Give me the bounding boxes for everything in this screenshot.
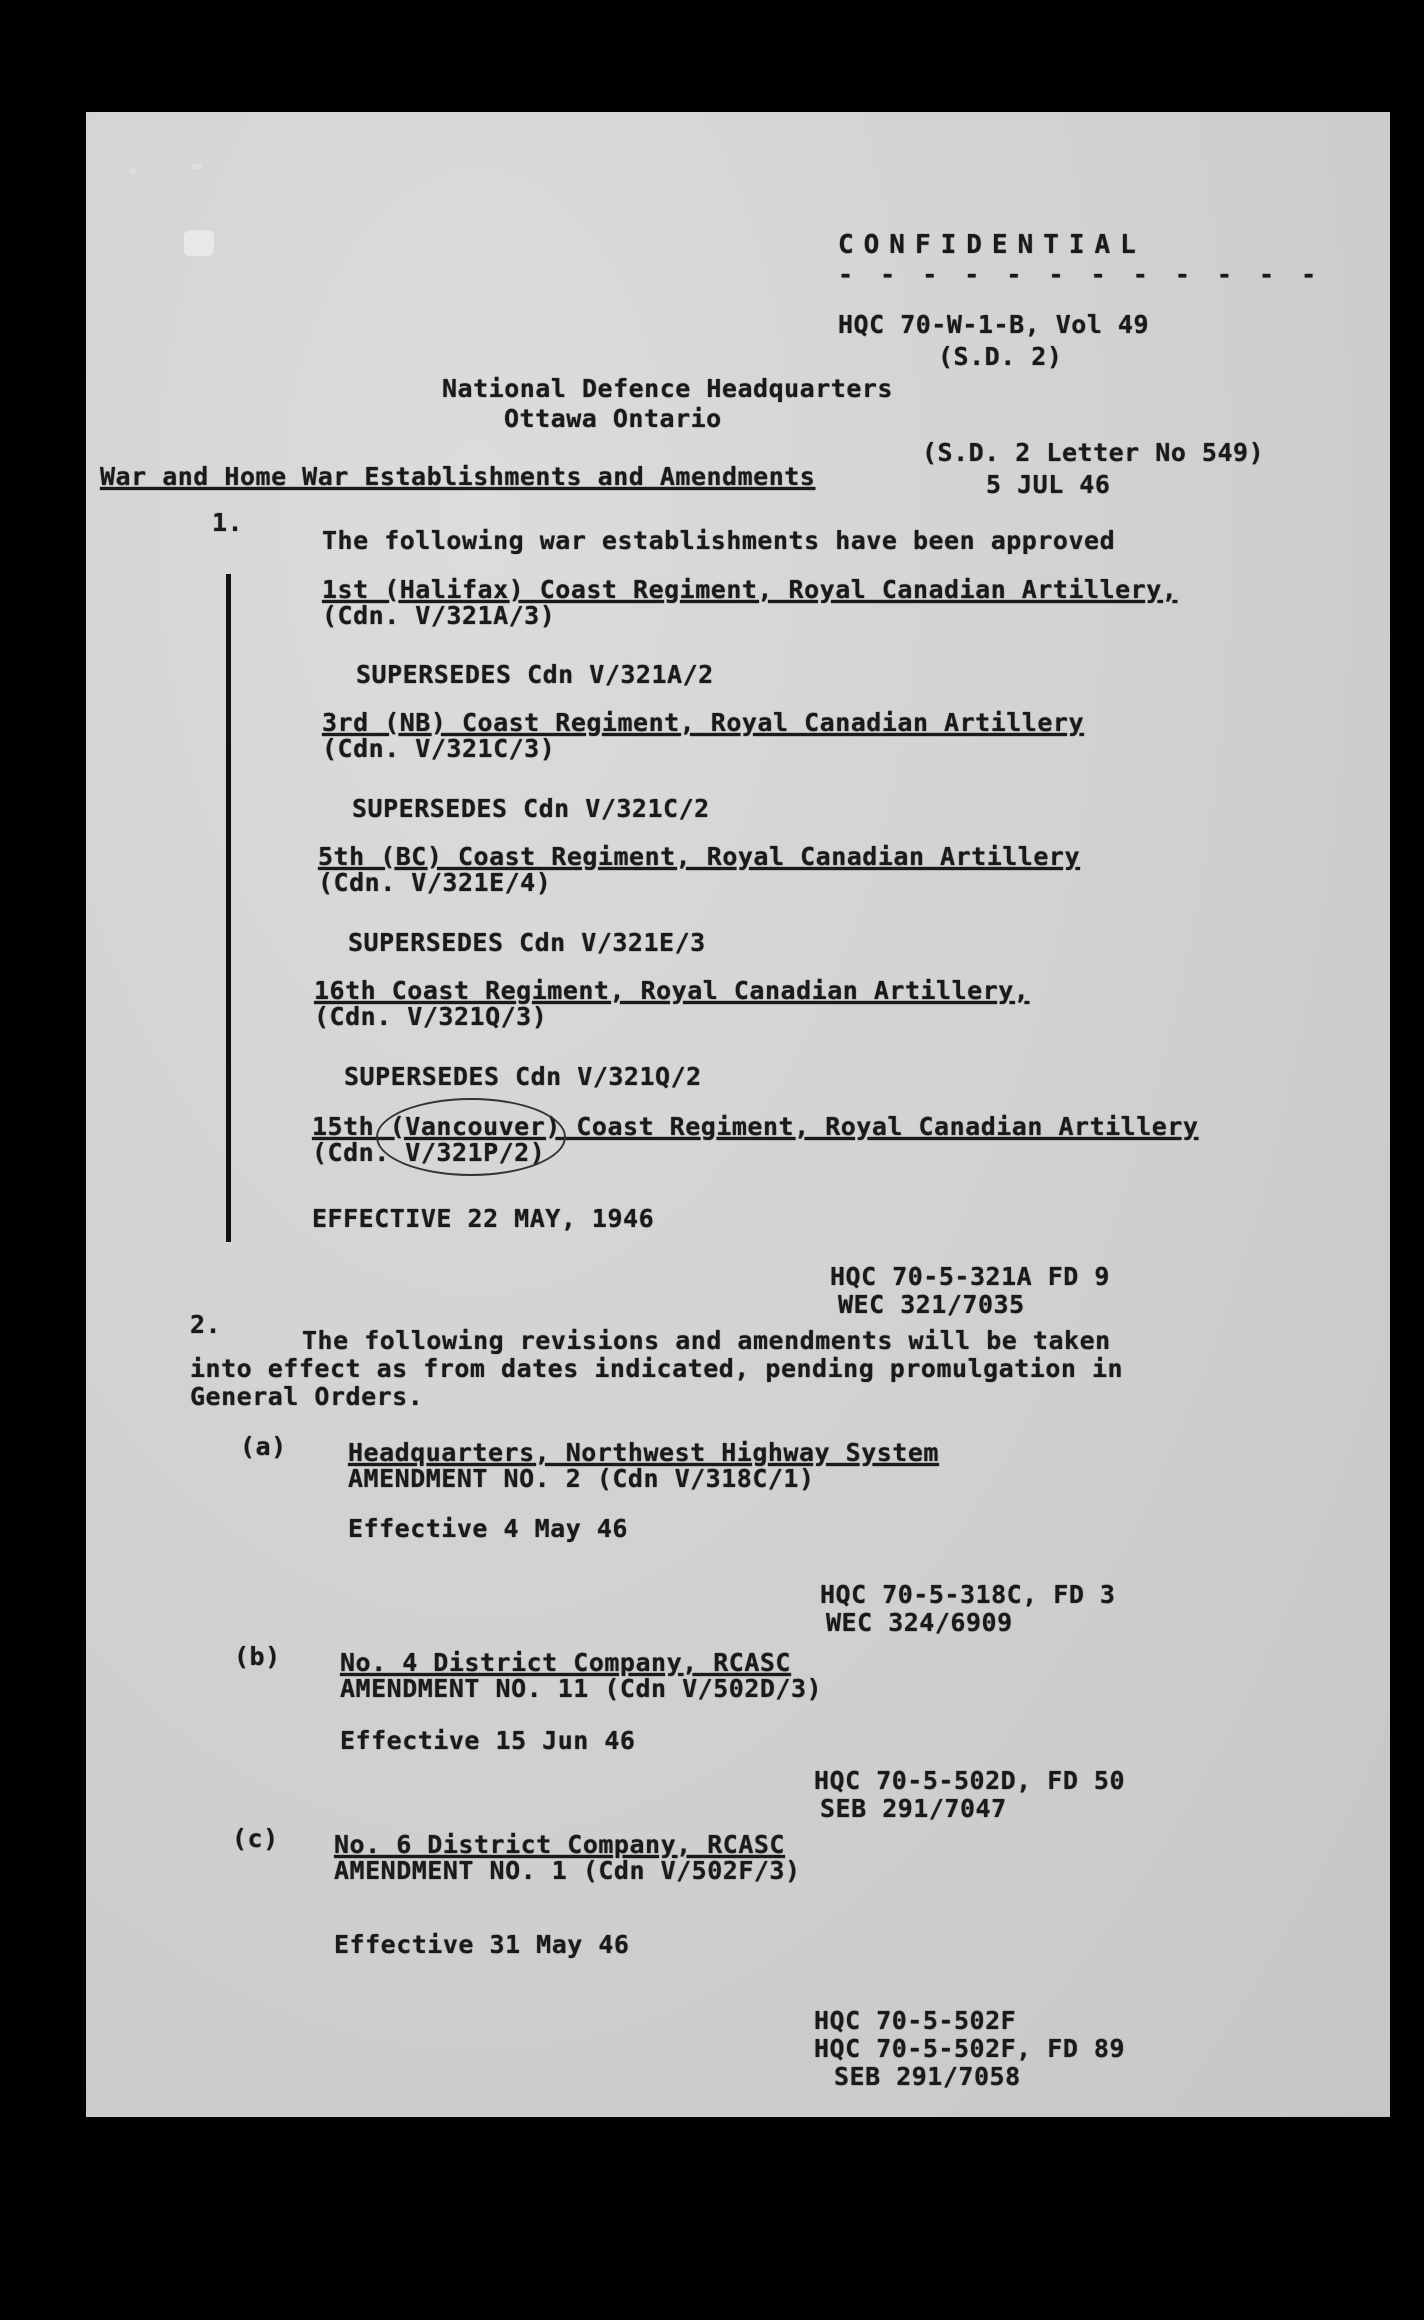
hq-file-reference: HQC 70-5-502F [814, 2006, 1017, 2035]
amendment-number: AMENDMENT NO. 2 (Cdn V/318C/1) [348, 1464, 815, 1493]
para2-intro: General Orders. [190, 1382, 424, 1411]
amendment-unit-title: No. 6 District Company, RCASC [334, 1830, 785, 1859]
establishment-ref: (Cdn. V/321C/3) [322, 734, 556, 763]
subject-heading: War and Home War Establishments and Amendments [100, 462, 816, 491]
letter-reference: (S.D. 2 Letter No 549) [922, 438, 1265, 467]
hq-file-reference: HQC 70-5-321A FD 9 [830, 1262, 1110, 1291]
establishment-ref: (Cdn. V/321P/2) [312, 1138, 546, 1167]
para2-intro: The following revisions and amendments will be taken [302, 1326, 1111, 1355]
amendment-number: AMENDMENT NO. 1 (Cdn V/502F/3) [334, 1856, 801, 1885]
para1-number: 1. [212, 508, 244, 537]
establishment-title: 15th (Vancouver) Coast Regiment, Royal Canadian Artillery [312, 1112, 1199, 1141]
hq-file-reference: WEC 321/7035 [838, 1290, 1025, 1319]
supersedes-note: SUPERSEDES Cdn V/321E/3 [348, 928, 706, 957]
hq-file-reference: HQC 70-5-318C, FD 3 [820, 1580, 1116, 1609]
hq-file-reference: HQC 70-5-502F, FD 89 [814, 2034, 1126, 2063]
establishment-title: 16th Coast Regiment, Royal Canadian Artillery, [314, 976, 1030, 1005]
classification-rule: - - - - - - - - - - - - [838, 260, 1323, 289]
item-letter: (c) [232, 1824, 279, 1853]
supersedes-note: SUPERSEDES Cdn V/321C/2 [352, 794, 710, 823]
amendment-effective-date: Effective 4 May 46 [348, 1514, 628, 1543]
establishment-title: 5th (BC) Coast Regiment, Royal Canadian Artillery [318, 842, 1081, 871]
letter-date: 5 JUL 46 [986, 470, 1111, 499]
effective-date: EFFECTIVE 22 MAY, 1946 [312, 1204, 655, 1233]
item-letter: (b) [234, 1642, 281, 1671]
organization-name: National Defence Headquarters [442, 374, 893, 403]
hq-file-reference: HQC 70-5-502D, FD 50 [814, 1766, 1126, 1795]
hq-file-reference: SEB 291/7058 [834, 2062, 1021, 2091]
item-letter: (a) [240, 1432, 287, 1461]
amendment-effective-date: Effective 31 May 46 [334, 1930, 630, 1959]
supersedes-note: SUPERSEDES Cdn V/321Q/2 [344, 1062, 702, 1091]
handwritten-circle-mark [376, 1098, 566, 1176]
document-page [86, 112, 1390, 2117]
amendment-unit-title: Headquarters, Northwest Highway System [348, 1438, 939, 1467]
establishment-ref: (Cdn. V/321Q/3) [314, 1002, 548, 1031]
establishment-title: 3rd (NB) Coast Regiment, Royal Canadian Artillery [322, 708, 1085, 737]
amendment-number: AMENDMENT NO. 11 (Cdn V/502D/3) [340, 1674, 823, 1703]
hq-file-reference: WEC 324/6909 [826, 1608, 1013, 1637]
establishment-ref: (Cdn. V/321E/4) [318, 868, 552, 897]
para2-number: 2. [190, 1310, 222, 1339]
establishment-ref: (Cdn. V/321A/3) [322, 601, 556, 630]
supersedes-note: SUPERSEDES Cdn V/321A/2 [356, 660, 714, 689]
amendment-effective-date: Effective 15 Jun 46 [340, 1726, 636, 1755]
scan-speck [192, 164, 202, 169]
para1-intro: The following war establishments have been approved [322, 526, 1116, 555]
classification-stamp: CONFIDENTIAL [838, 230, 1146, 260]
organization-location: Ottawa Ontario [504, 404, 722, 433]
establishment-title: 1st (Halifax) Coast Regiment, Royal Canadian Artillery, [322, 575, 1178, 604]
para2-intro: into effect as from dates indicated, pending promulgation in [190, 1354, 1124, 1383]
amendment-unit-title: No. 4 District Company, RCASC [340, 1648, 791, 1677]
margin-sideline [226, 574, 231, 1242]
file-reference-sub: (S.D. 2) [938, 342, 1063, 371]
file-reference: HQC 70-W-1-B, Vol 49 [838, 310, 1150, 339]
punch-hole [184, 230, 214, 256]
hq-file-reference: SEB 291/7047 [820, 1794, 1007, 1823]
scan-speck [130, 168, 136, 174]
